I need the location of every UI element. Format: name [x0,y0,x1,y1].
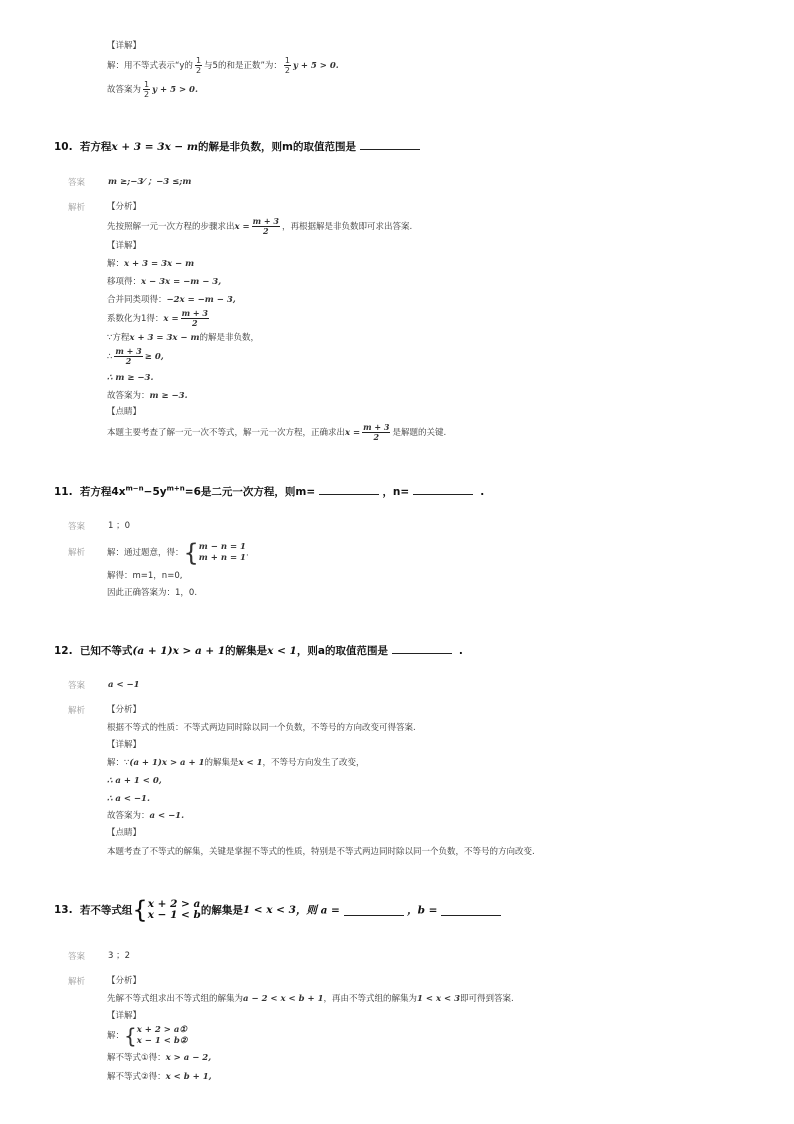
answer-label: 答案 [68,952,86,962]
answer-blank-b[interactable] [441,905,501,916]
q10-line: ∴ m ≥ −3. [107,373,154,383]
q11-line: 解：通过题意，得：{ m − n = 1 m + n = 1 . [107,539,249,567]
q10-line: 合并同类项得：−2x = −m − 3, [107,295,236,305]
text: 故答案为 [107,85,142,95]
q10-line: ∵方程x + 3 = 3x − m的解是非负数， [107,333,260,343]
q11-line: 解得：m=1，n=0, [107,571,183,581]
question-11-stem: 11. 若方程$4x^{m-n}-5y^{m+n}=6$是二元一次方程，则m= ，n= . [54,484,485,498]
q12-line: 根据不等式的性质：不等式两边同时除以同一个负数，不等号的方向改变可得答案. [107,723,416,733]
answer-value: m ≥;−3⁄ ；−3 ≤;m [108,177,192,187]
q13-line: 解：{ x + 2 > a① x − 1 < b② [107,1024,188,1048]
q10-line: 先按照解一元一次方程的步骤求出x = $\frac{m + 3}{2}$ ，再根据解是非负数即可求出答案. [107,216,413,236]
analysis-label: 解析 [68,548,86,558]
top-line-1 [107,56,339,75]
q13-line: 解不等式②得：x < b + 1, [107,1072,212,1082]
dianjing-heading: 【点睛】 [107,407,142,417]
answer-value: 1 ；0 [108,521,131,531]
q10-line: 本题主要考查了解一元一次不等式，解一元一次方程，正确求出x = $\frac{m + 3}{2}$ 是解题的关键. [107,422,447,442]
answer-blank-a[interactable] [344,905,404,916]
question-12-stem: 12. 已知不等式(a + 1)x > a + 1的解集是x < 1，则a的取值范围是 . [54,645,463,657]
math: y + 5 > 0. [152,85,198,95]
answer-label: 答案 [68,681,86,691]
answer-blank-m[interactable] [319,484,379,495]
analysis-label: 解析 [68,977,86,987]
answer-blank[interactable] [392,643,452,654]
answer-label: 答案 [68,522,86,532]
xiangjie-heading: 【详解】 [107,241,142,251]
xiangjie-heading: 【详解】 [107,1011,142,1021]
answer-label: 答案 [68,178,86,188]
q10-line: 故答案为：m ≥ −3. [107,391,188,401]
fenxi-heading: 【分析】 [107,976,142,986]
q10-line: 解：x + 3 = 3x − m [107,259,195,269]
question-10-stem: 10. 若方程x + 3 = 3x − m的解是非负数，则m的取值范围是 [54,139,420,154]
fenxi-heading: 【分析】 [107,705,142,715]
text: 与5的和是正数”为： [204,61,282,71]
q10-line: 系数化为1得：x = $\frac{m + 3}{2}$ [107,308,208,328]
q10-line: 移项得：x − 3x = −m − 3, [107,277,222,287]
math: y + 5 > 0. [292,61,339,71]
text: 解：用不等式表示“y的 [107,61,193,71]
analysis-label: 解析 [68,203,86,213]
fraction: $\frac{1}{2}$ [284,56,290,75]
xiangjie-heading: 【详解】 [107,41,142,51]
q12-line: 故答案为：a < −1. [107,811,185,821]
q10-line: ∴ $\frac{m + 3}{2}$ ≥ 0, [107,346,164,366]
q13-line: 先解不等式组求出不等式组的解集为a − 2 < x < b + 1，再由不等式组的解集为1 < x < 3即可得到答案. [107,994,514,1004]
answer-blank-n[interactable] [413,484,473,495]
answer-value: a < −1 [108,680,140,690]
q12-line: ∴ a + 1 < 0, [107,776,162,786]
question-13-stem: 13. 若不等式组{ x + 2 > a x − 1 < b 的解集是1 < x < 3，则 a = ，b = [54,898,501,922]
q11-line: 因此正确答案为：1，0. [107,588,198,598]
dianjing-heading: 【点睛】 [107,828,142,838]
q12-line: 本题考查了不等式的解集，关键是掌握不等式的性质，特别是不等式两边同时除以同一个负数，不等号的方向改变. [107,847,535,857]
top-line-2 [107,80,198,99]
answer-value: 3 ；2 [108,951,131,961]
q12-line: 解：∵(a + 1)x > a + 1的解集是x < 1，不等号方向发生了改变， [107,758,365,768]
fenxi-heading: 【分析】 [107,202,142,212]
fraction: $\frac{1}{2}$ [144,80,150,99]
answer-blank[interactable] [360,139,420,150]
fraction: $\frac{1}{2}$ [195,56,202,75]
xiangjie-heading: 【详解】 [107,740,142,750]
q12-line: ∴ a < −1. [107,794,150,804]
analysis-label: 解析 [68,706,86,716]
q13-line: 解不等式①得：x > a − 2, [107,1053,212,1063]
